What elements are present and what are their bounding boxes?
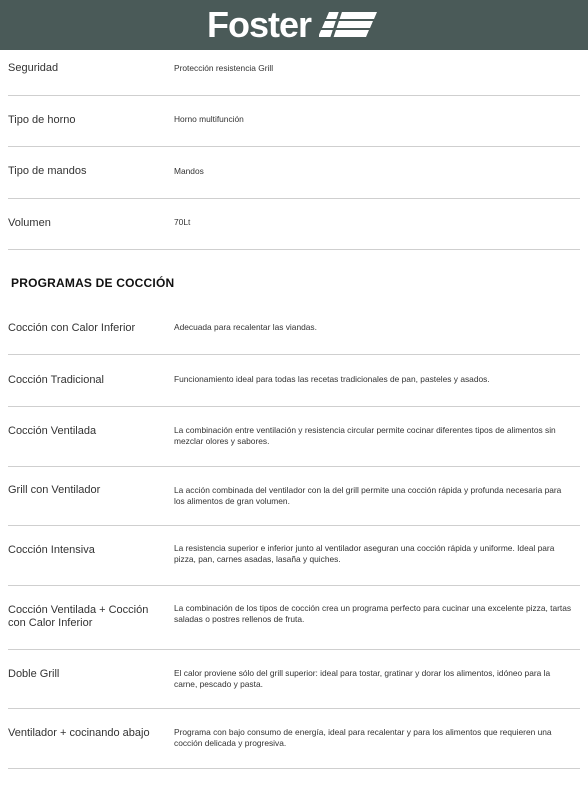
program-description: El calor proviene sólo del grill superior: ideal para tostar, gratinar y dorar los alimentos, idóneo para la carne, pescado y pasta. — [174, 668, 551, 689]
page-header — [0, 0, 588, 50]
spec-row-tipo-mandos — [8, 147, 580, 199]
spec-value: Mandos — [174, 166, 204, 176]
program-description: Programa con bajo consumo de energía, ideal para recalentar y para los alimentos que requieren una cocción delicada y progresiva. — [174, 727, 552, 748]
spec-value: Protección resistencia Grill — [174, 63, 274, 73]
program-description: Funcionamiento ideal para todas las recetas tradicionales de pan, pasteles y asados. — [174, 374, 490, 384]
brand-logo — [207, 4, 381, 46]
spec-value: Horno multifunción — [174, 114, 244, 124]
program-row — [8, 709, 580, 769]
program-row — [8, 526, 580, 586]
program-label: Grill con Ventilador — [8, 484, 101, 496]
spec-row-tipo-horno — [8, 96, 580, 147]
program-row — [8, 586, 580, 650]
program-label: Ventilador + cocinando abajo — [8, 727, 150, 739]
program-label: Cocción Ventilada — [8, 425, 97, 437]
spec-value: 70Lt — [174, 217, 191, 227]
program-label: Cocción Tradicional — [8, 374, 104, 386]
spec-label: Seguridad — [8, 62, 59, 74]
program-row — [8, 407, 580, 467]
brand-stripes-icon — [319, 10, 381, 40]
program-row — [8, 467, 580, 526]
spec-label: Tipo de mandos — [8, 165, 87, 177]
program-description: La combinación entre ventilación y resistencia circular permite cocinar diferentes tipos de alimentos sin mezclar olores y sabores. — [174, 425, 556, 446]
program-row — [8, 302, 580, 355]
spec-row-seguridad — [8, 50, 580, 96]
brand-name: Foster — [206, 4, 312, 45]
program-row — [8, 650, 580, 709]
programs-section-title: PROGRAMAS DE COCCIÓN — [11, 276, 175, 290]
program-description: La acción combinada del ventilador con la del grill permite una cocción rápida y profunda necesaria para los alimentos de gran volumen. — [174, 485, 562, 506]
spec-label: Tipo de horno — [8, 114, 76, 126]
program-label: Doble Grill — [8, 668, 60, 680]
program-description: La resistencia superior e inferior junto al ventilador aseguran una cocción rápida y uniforme. Ideal para pizza, pan, carnes asadas, lasaña y quiches. — [174, 543, 555, 564]
program-label: Cocción con Calor Inferior — [8, 322, 136, 334]
program-label: Cocción Intensiva — [8, 544, 95, 556]
program-label: Cocción Ventilada + Cocción con Calor Inferior — [8, 604, 149, 629]
spec-row-volumen — [8, 199, 580, 250]
program-description: La combinación de los tipos de cocción crea un programa perfecto para cucinar una excelente pizza, tartas saladas o postres rellenos de fruta. — [174, 603, 572, 624]
program-description: Adecuada para recalentar las viandas. — [174, 322, 317, 332]
program-row — [8, 355, 580, 407]
spec-label: Volumen — [8, 217, 51, 229]
